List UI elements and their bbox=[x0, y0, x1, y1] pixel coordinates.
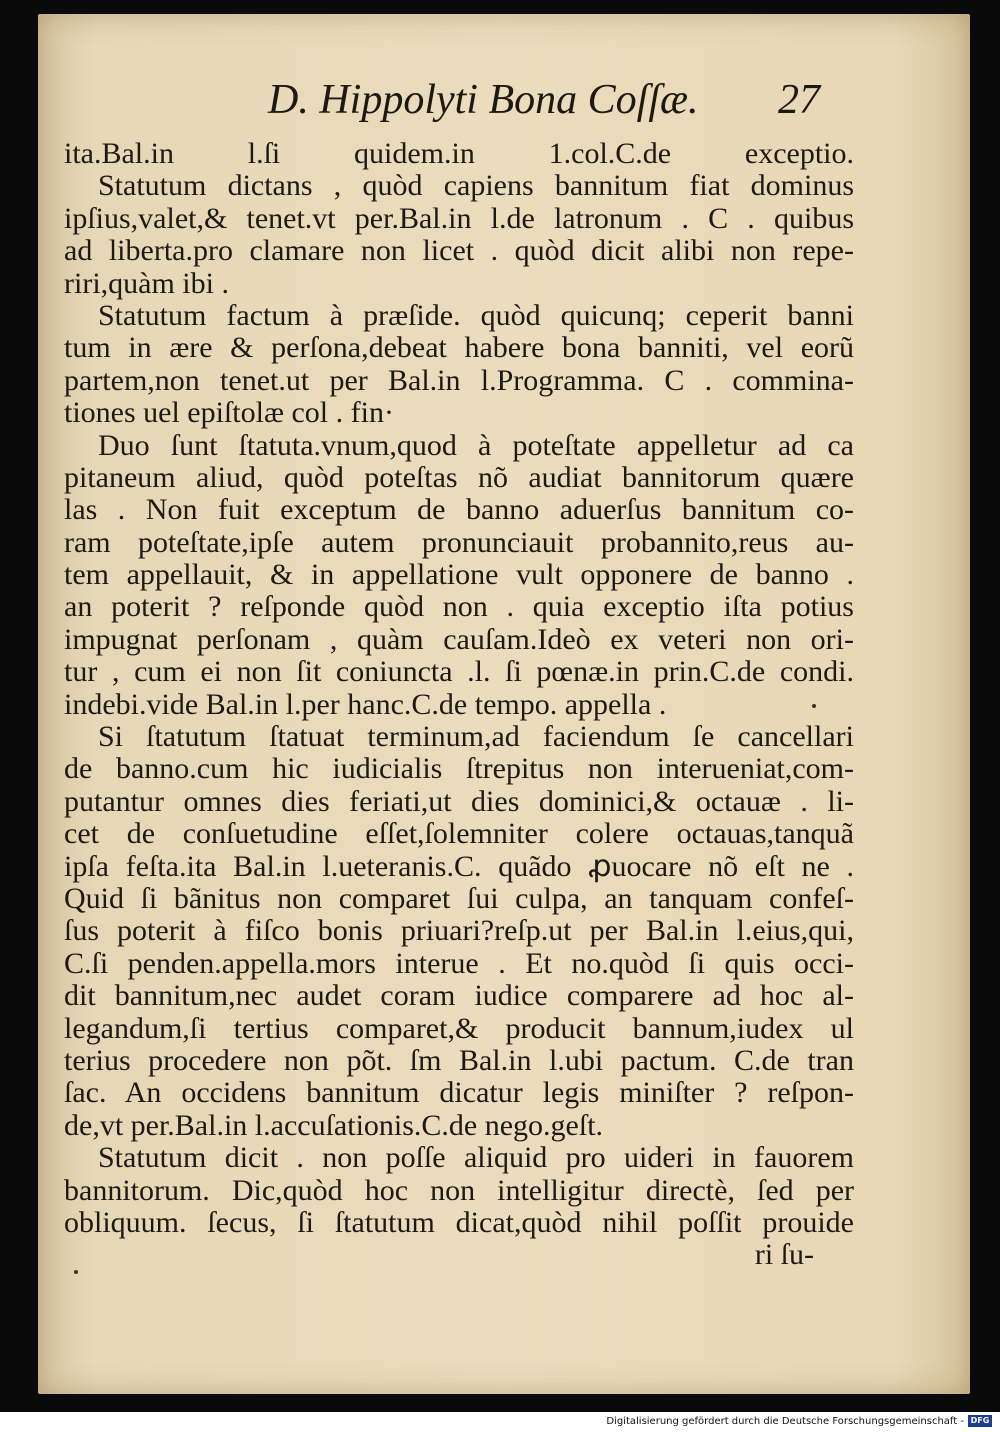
text-line: Statutum dicit . non poſſe aliquid pro uideri in fauorem bbox=[98, 1142, 854, 1175]
ink-speck bbox=[812, 704, 816, 708]
text-line: terius procedere non põt. ſm Bal.in l.ubi pactum. C.de tran bbox=[64, 1044, 854, 1077]
text-line: an poterit ? reſponde quòd non . quia exceptio iſta potius bbox=[64, 591, 854, 624]
text-line: tur , cum ei non ſit coniuncta .l. ſi pœnæ.in prin.C.de condi. bbox=[64, 656, 854, 689]
text-line: dit bannitum,nec audet coram iudice comparere ad hoc al- bbox=[64, 980, 854, 1013]
text-line: cet de conſuetudine eſſet,ſolemniter colere octauas,tanquã bbox=[64, 818, 854, 851]
text-line: ita.Bal.in l.ſi quidem.in 1.col.C.de exceptio. bbox=[64, 138, 854, 170]
text-line: Duo ſunt ſtatuta.vnum,quod à poteſtate appelletur ad ca bbox=[98, 429, 854, 462]
text-line: de,vt per.Bal.in l.accuſationis.C.de nego.geſt. bbox=[64, 1109, 604, 1142]
page-body-text bbox=[64, 138, 854, 1272]
ink-speck bbox=[74, 1270, 78, 1274]
text-line: ad liberta.pro clamare non licet . quòd dicit alibi non repe- bbox=[64, 235, 854, 268]
text-line: ſus poterit à fiſco bonis priuari?reſp.ut per Bal.in l.eius,qui, bbox=[64, 915, 854, 948]
page-number: 27 bbox=[778, 77, 820, 123]
text-line: partem,non tenet.ut per Bal.in l.Programma. C . commina- bbox=[64, 364, 854, 397]
text-line: C.ſi penden.appella.mors interue . Et no.quòd ſi quis occi- bbox=[64, 947, 854, 980]
text-line: pitaneum aliud, quòd poteſtas nõ audiat bannitorum quære bbox=[64, 461, 854, 494]
text-line: Quid ſi bãnitus non comparet ſui culpa, an tanquam confeſ- bbox=[64, 882, 854, 915]
running-head: D. Hippolyti Bona Coſſæ. bbox=[268, 77, 699, 123]
page-header bbox=[78, 76, 930, 136]
text-line: tum in ære & perſona,debeat habere bona banniti, vel eorũ bbox=[64, 332, 854, 365]
text-line: ipſa feſta.ita Bal.in l.ueteranis.C. quãdo ꝓuocare nõ eſt ne . bbox=[64, 850, 854, 883]
text-line: Statutum dictans , quòd capiens bannitum fiat dominus bbox=[98, 170, 854, 203]
text-line: bannitorum. Dic,quòd hoc non intelligitur directè, ſed per bbox=[64, 1174, 854, 1207]
dfg-logo: DFG bbox=[968, 1415, 992, 1427]
text-line: impugnat perſonam , quàm cauſam.Ideò ex veteri non ori- bbox=[64, 623, 854, 656]
text-line: tem appellauit, & in appellatione vult opponere de banno . bbox=[64, 559, 854, 592]
text-line: obliquum. ſecus, ſi ſtatutum dicat,quòd nihil poſſit prouide bbox=[64, 1206, 854, 1239]
text-line: de banno.cum hic iudicialis ſtrepitus non interueniat,com- bbox=[64, 753, 854, 786]
text-line: ipſius,valet,& tenet.vt per.Bal.in l.de latronum . C . quibus bbox=[64, 202, 854, 235]
book-page bbox=[38, 14, 970, 1394]
text-line: tiones uel epiſtolæ col . fin· bbox=[64, 397, 394, 430]
digitization-credit: Digitalisierung gefördert durch die Deutsche Forschungsgemeinschaft - bbox=[606, 1416, 964, 1427]
text-line: indebi.vide Bal.in l.per hanc.C.de tempo. appella . bbox=[64, 688, 667, 721]
text-line: putantur omnes dies feriati,ut dies dominici,& octauæ . li- bbox=[64, 785, 854, 818]
text-line: Si ſtatutum ſtatuat terminum,ad faciendum ſe cancellari bbox=[98, 721, 854, 754]
text-line: ram poteſtate,ipſe autem pronunciauit probannito,reus au- bbox=[64, 526, 854, 559]
catchword: ri ſu- bbox=[754, 1239, 814, 1272]
text-line: riri,quàm ibi . bbox=[64, 267, 229, 300]
text-line: Statutum factum à præſide. quòd quicunq; ceperit banni bbox=[98, 299, 854, 332]
text-line: ſac. An occidens bannitum dicatur legis miniſter ? reſpon- bbox=[64, 1077, 854, 1110]
text-line: las . Non fuit exceptum de banno aduerſus bannitum co- bbox=[64, 494, 854, 527]
text-line: legandum,ſi tertius comparet,& producit bannum,iudex ul bbox=[64, 1012, 854, 1045]
